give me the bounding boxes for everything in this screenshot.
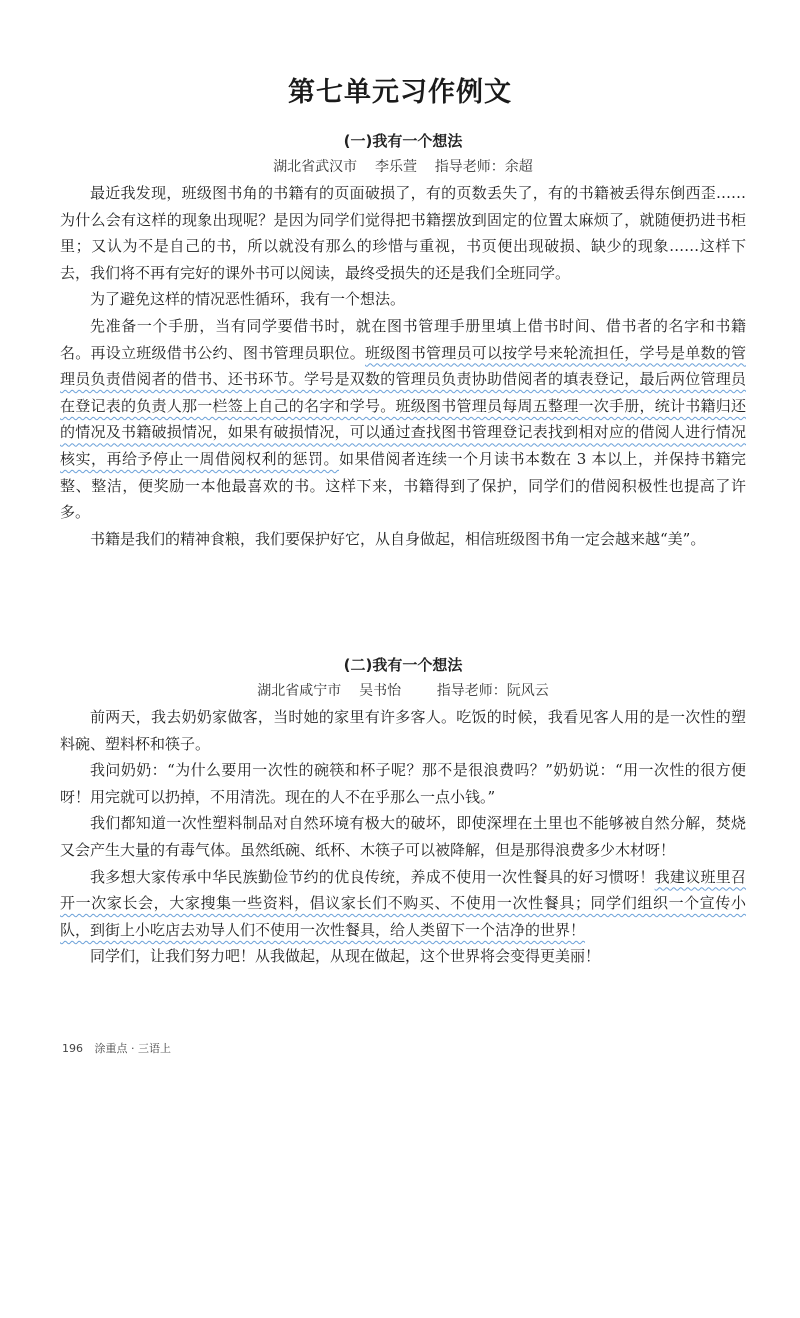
essay-two-paragraph-5: 同学们，让我们努力吧！从我做起，从现在做起，这个世界将会变得更美丽！ xyxy=(90,947,601,966)
essay-two-heading: (二)我有一个想法 xyxy=(343,656,463,674)
essay-two-paragraph-4 xyxy=(60,864,746,944)
page-title: 第七单元习作例文 xyxy=(288,77,512,108)
essay-one-byline: 湖北省武汉市 李乐萱 指导老师：余超 xyxy=(273,159,533,175)
page-number: 196 xyxy=(62,1042,83,1055)
essay-two-paragraph-3: 我们都知道一次性塑料制品对自然环境有极大的破坏，即使深埋在土里也不能够被自然分解，焚烧又会产生大量的有毒气体。虽然纸碗、纸杯、木筷子可以被降解，但是那得浪费多少木材呀！ xyxy=(60,814,746,859)
essay-one-paragraph-3-intro: 先准备一个手册，当有同学要借书时，就在图书管理手册里填上借书时间、借书者的名字和书籍名。再设立班级借书公约、图书管理员职位。 xyxy=(60,316,746,362)
essay-two-paragraph-1: 前两天，我去奶奶家做客，当时她的家里有许多客人。吃饭的时候，我看见客人用的是一次性的塑料碗、塑料杯和筷子。 xyxy=(60,708,746,753)
book-name: 涂重点 · 三语上 xyxy=(94,1042,171,1055)
essay-two-highlighted-passage: 我建议班里召开一次家长会，大家搜集一些资料，倡议家长们不购买、不使用一次性餐具；同学们组织一个宣传小队，到街上小吃店去劝导人们不使用一次性餐具，给人类留下一个洁净的世界！ xyxy=(60,867,746,939)
essay-one-paragraph-2: 为了避免这样的情况恶性循环，我有一个想法。 xyxy=(90,290,406,309)
essay-two-byline: 湖北省咸宁市 吴书怡 指导老师：阮风云 xyxy=(257,683,549,699)
essay-two-paragraph-2: 我问奶奶：“为什么要用一次性的碗筷和杯子呢？那不是很浪费吗？”奶奶说：“用一次性的很方便呀！用完就可以扔掉，不用清洗。现在的人不在乎那么一点小钱。” xyxy=(60,761,746,806)
essay-one-highlighted-passage: 班级图书管理员可以按学号来轮流担任，学号是单数的管理员负责借阅者的借书、还书环节。学号是双数的管理员负责协助借阅者的填表登记，最后两位管理员在登记表的负责人那一栏签上自己的名字和学号。班级图书管理员每周五整理一次手册，统计书籍归还的情况及书籍破损情况，如果有破损情况，可以通过查找图书管理登记表找到相对应的借阅人进行情况核实，再给予停止一周借阅权利的惩罚。 xyxy=(60,343,746,468)
essay-two-paragraph-4-intro: 我多想大家传承中华民族勤俭节约的优良传统，养成不使用一次性餐具的好习惯呀！ xyxy=(90,867,655,886)
page-footer xyxy=(62,1040,171,1056)
essay-one-paragraph-3 xyxy=(60,313,746,526)
essay-one-paragraph-3-end: 如果借阅者连续一个月读书本数在 3 本以上，并保持书籍完整、整洁，便奖励一本他最喜欢的书。这样下来，书籍得到了保护，同学们的借阅积极性也提高了许多。 xyxy=(60,449,746,522)
essay-one-paragraph-4: 书籍是我们的精神食粮，我们要保护好它，从自身做起，相信班级图书角一定会越来越“美”。 xyxy=(90,529,706,548)
essay-one-heading: (一)我有一个想法 xyxy=(343,132,463,150)
essay-one-paragraph-1: 最近我发现，班级图书角的书籍有的页面破损了，有的页数丢失了，有的书籍被丢得东倒西歪……为什么会有这样的现象出现呢？是因为同学们觉得把书籍摆放到固定的位置太麻烦了，就随便扔进书柜里；又认为不是自己的书，所以就没有那么的珍惜与重视，书页便出现破损、缺少的现象……这样下去，我们将不再有完好的课外书可以阅读，最终受损失的还是我们全班同学。 xyxy=(60,184,746,282)
essay-two xyxy=(60,652,746,970)
essay-one xyxy=(60,128,746,552)
